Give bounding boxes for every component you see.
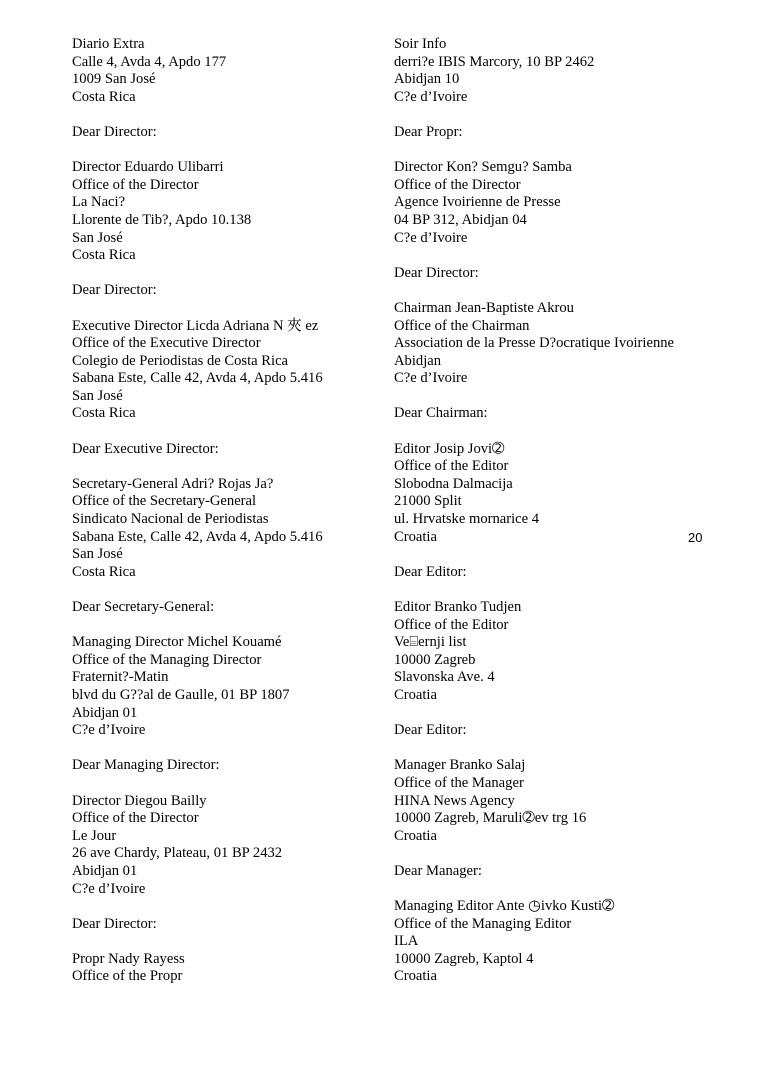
address-line: Editor Josip Jovi➁ (394, 440, 505, 457)
salutation: Dear Director: (72, 915, 157, 932)
address-block (394, 300, 714, 388)
address-line: ILA (394, 933, 419, 950)
address-block (72, 476, 372, 582)
address-line: Abidjan 10 (394, 71, 460, 88)
address-line: Managing Editor Ante ◷ivko Kusti➁ (394, 898, 615, 915)
salutation: Dear Chairman: (394, 405, 488, 422)
address-line: C?e d’Ivoire (394, 88, 468, 105)
address-line: Calle 4, Avda 4, Apdo 177 (72, 53, 227, 70)
address-line: Office of the Editor (394, 616, 509, 633)
address-line: Secretary-General Adri? Rojas Ja? (72, 475, 274, 492)
address-line: San José (72, 546, 123, 563)
address-line: Office of the Manager (394, 774, 524, 791)
address-block (394, 599, 714, 705)
salutation: Dear Director: (394, 264, 479, 281)
address-line: Office of the Secretary-General (72, 493, 257, 510)
address-line: 26 ave Chardy, Plateau, 01 BP 2432 (72, 845, 283, 862)
address-line: Propr Nady Rayess (72, 950, 185, 967)
address-line: Director Diegou Bailly (72, 792, 207, 809)
address-line: Abidjan 01 (72, 704, 138, 721)
salutation: Dear Director: (72, 282, 157, 299)
address-line: San José (72, 229, 123, 246)
salutation: Dear Manager: (394, 862, 482, 879)
address-line: Fraternit?-Matin (72, 669, 169, 686)
address-block (72, 159, 372, 265)
address-line: Editor Branko Tudjen (394, 599, 522, 615)
address-block (72, 951, 372, 986)
address-block (72, 318, 372, 424)
address-line: 10000 Zagreb (394, 651, 476, 668)
address-block (394, 898, 714, 986)
address-line: blvd du G??al de Gaulle, 01 BP 1807 (72, 686, 290, 703)
salutation: Dear Propr: (394, 123, 463, 140)
address-line: Costa Rica (72, 563, 136, 580)
address-line: Croatia (394, 968, 437, 985)
address-line: Office of the Chairman (394, 317, 530, 334)
right-column (394, 36, 714, 1004)
address-line: Sabana Este, Calle 42, Avda 4, Apdo 5.416 (72, 370, 323, 387)
address-line: Chairman Jean-Baptiste Akrou (394, 299, 574, 316)
salutation: Dear Editor: (394, 563, 467, 580)
address-line: Office of the Executive Director (72, 335, 261, 352)
address-line: Association de la Presse D?ocratique Ivoirienne (394, 335, 675, 352)
address-line: Croatia (394, 528, 437, 545)
address-line: Sindicato Nacional de Periodistas (72, 511, 269, 528)
address-line: 21000 Split (394, 493, 462, 510)
address-line: C?e d’Ivoire (394, 370, 468, 387)
address-line: Agence Ivoirienne de Presse (394, 194, 561, 211)
address-line: Croatia (394, 827, 437, 844)
address-line: Sabana Este, Calle 42, Avda 4, Apdo 5.416 (72, 528, 323, 545)
address-line: Office of the Propr (72, 968, 183, 985)
address-line: C?e d’Ivoire (72, 722, 146, 739)
address-line: 10000 Zagreb, Kaptol 4 (394, 950, 534, 967)
address-line: Managing Director Michel Kouamé (72, 634, 282, 651)
address-line: C?e d’Ivoire (394, 229, 468, 246)
address-line: Costa Rica (72, 247, 136, 264)
address-line: La Naci? (72, 194, 126, 211)
address-line: HINA News Agency (394, 792, 515, 809)
address-line: Ve⌸ernji list (394, 634, 467, 651)
address-block (394, 757, 714, 845)
salutation: Dear Managing Director: (72, 757, 220, 774)
address-line: Croatia (394, 686, 437, 703)
address-line: Director Kon? Semgu? Samba (394, 159, 572, 176)
address-line: Office of the Editor (394, 458, 509, 475)
address-line: Slavonska Ave. 4 (394, 669, 495, 686)
page-number: 20 (688, 530, 703, 545)
address-block (72, 36, 372, 106)
address-block (394, 159, 714, 247)
address-line: Office of the Director (394, 176, 521, 193)
address-line: San José (72, 387, 123, 404)
address-line: Office of the Managing Director (72, 651, 262, 668)
address-line: 1009 San José (72, 71, 156, 88)
address-block (394, 36, 714, 106)
address-line: Office of the Managing Editor (394, 915, 572, 932)
address-line: Costa Rica (72, 88, 136, 105)
address-line: 04 BP 312, Abidjan 04 (394, 211, 527, 228)
salutation: Dear Editor: (394, 722, 467, 739)
address-line: Manager Branko Salaj (394, 757, 526, 774)
address-line: Executive Director Licda Adriana N 夾 ez (72, 317, 319, 334)
salutation: Dear Secretary-General: (72, 599, 215, 615)
address-line: Colegio de Periodistas de Costa Rica (72, 352, 289, 369)
address-line: C?e d’Ivoire (72, 880, 146, 897)
address-line: Costa Rica (72, 405, 136, 422)
address-line: Office of the Director (72, 176, 199, 193)
address-line: ul. Hrvatske mornarice 4 (394, 511, 540, 528)
address-line: Soir Info (394, 36, 447, 52)
salutation: Dear Executive Director: (72, 440, 219, 457)
address-line: Diario Extra (72, 36, 145, 52)
address-block (394, 441, 714, 547)
address-line: Director Eduardo Ulibarri (72, 159, 224, 176)
left-column (72, 36, 372, 1004)
address-line: Llorente de Tib?, Apdo 10.138 (72, 211, 252, 228)
address-line: 10000 Zagreb, Maruli➁ev trg 16 (394, 810, 587, 827)
address-line: Abidjan 01 (72, 862, 138, 879)
salutation: Dear Director: (72, 123, 157, 140)
address-block (72, 793, 372, 899)
address-line: derri?e IBIS Marcory, 10 BP 2462 (394, 53, 595, 70)
address-block (72, 634, 372, 740)
address-line: Office of the Director (72, 810, 199, 827)
address-line: Abidjan (394, 352, 442, 369)
address-line: Slobodna Dalmacija (394, 475, 513, 492)
address-line: Le Jour (72, 827, 117, 844)
